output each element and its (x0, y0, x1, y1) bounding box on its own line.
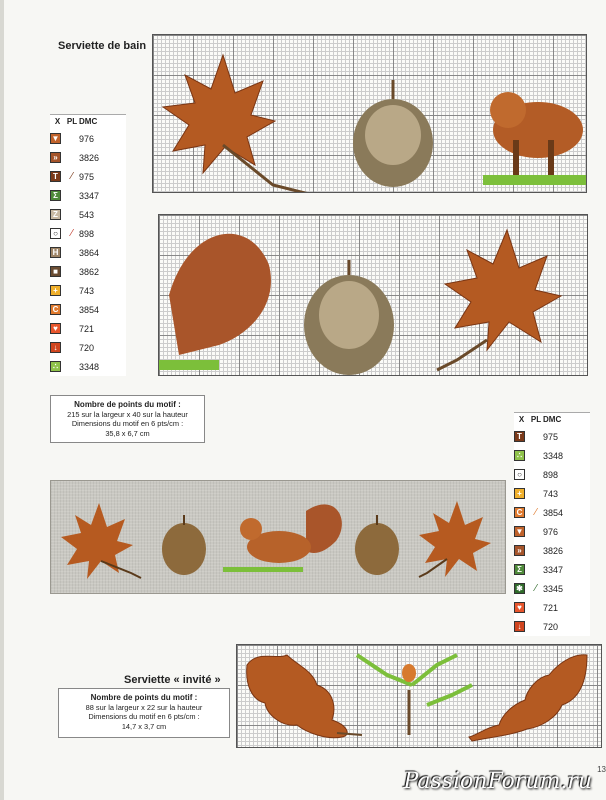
legend-row (50, 262, 126, 281)
page-binding-edge (0, 0, 4, 800)
dmc-code: 3854 (79, 304, 100, 315)
thread-swatch-icon: T (50, 171, 61, 182)
legend-row (514, 465, 590, 484)
thread-swatch-icon: C (514, 507, 525, 518)
legend-row (514, 617, 590, 636)
thread-swatch-icon: Σ (514, 564, 525, 575)
maple-leaf-icon (437, 230, 561, 370)
legend-row (50, 129, 126, 148)
dmc-code: 720 (79, 342, 95, 353)
thread-swatch-icon: C (50, 304, 61, 315)
stitch-count-info-1: Nombre de points du motif : 215 sur la largeur x 40 sur la hauteur Dimensions du motif en 6 pts/cm : 35,8 x 6,7 cm (50, 395, 205, 443)
dmc-code: 898 (79, 228, 95, 239)
thread-swatch-icon: T (514, 431, 525, 442)
maple-leaf-icon (163, 55, 313, 192)
page-number: 13 (597, 765, 606, 774)
thread-swatch-icon: ∴ (514, 450, 525, 461)
chart-motifs-2 (159, 215, 587, 375)
legend-row (514, 579, 590, 598)
thread-swatch-icon: ▼ (51, 134, 60, 143)
legend-header: X PL DMC (518, 415, 562, 424)
thread-swatch-icon: ♥ (514, 602, 525, 613)
legend-row (50, 167, 126, 186)
dmc-code: 3826 (79, 152, 100, 163)
squirrel-icon (483, 92, 586, 185)
backstitch-mark: ⁄ (535, 507, 537, 518)
thread-swatch-icon: Σ (50, 190, 61, 201)
color-legend-2 (514, 412, 590, 636)
legend-header: X PL DMC (54, 117, 98, 126)
legend-row (514, 446, 590, 465)
legend-row (514, 484, 590, 503)
chart-grid-3 (236, 644, 602, 748)
photo-motifs (51, 481, 505, 593)
chart-grid-1 (152, 34, 587, 193)
backstitch-mark: ⁄ (71, 171, 73, 182)
thread-swatch-icon: ○ (514, 469, 525, 480)
thread-swatch-icon: ♥ (50, 323, 61, 334)
legend-row (50, 281, 126, 300)
section-title-bath: Serviette de bain (58, 40, 147, 52)
oak-leaf-icon (469, 655, 587, 741)
dmc-code: 3347 (79, 190, 100, 201)
legend-row (50, 319, 126, 338)
legend-row (514, 541, 590, 560)
oak-leaf-icon (247, 655, 362, 738)
stitched-sample-photo (50, 480, 506, 594)
legend-row (50, 357, 126, 376)
dmc-code: 543 (79, 209, 95, 220)
thread-swatch-icon: ■ (50, 266, 61, 277)
thread-swatch-icon: ▼ (515, 527, 524, 536)
dmc-code: 3854 (543, 507, 564, 518)
thread-swatch-icon: + (50, 285, 61, 296)
legend-row (50, 205, 126, 224)
dmc-code: 721 (543, 602, 559, 613)
legend-row (50, 186, 126, 205)
legend-row (50, 243, 126, 262)
dmc-code: 976 (543, 526, 559, 537)
backstitch-mark: ⁄ (535, 583, 537, 594)
pine-cone-icon (162, 515, 206, 575)
maple-leaf-icon (61, 503, 141, 579)
legend-row (50, 300, 126, 319)
thread-swatch-icon: + (514, 488, 525, 499)
dmc-code: 975 (79, 171, 95, 182)
dmc-code: 3347 (543, 564, 564, 575)
thread-swatch-icon: ↓ (50, 342, 61, 353)
backstitch-mark: ⁄ (71, 228, 73, 239)
dmc-code: 898 (543, 469, 559, 480)
section-title-guest: Serviette « invité » (124, 674, 221, 686)
stitch-count-info-2: Nombre de points du motif : 88 sur la largeur x 22 sur la hauteur Dimensions du motif en 6 pts/cm : 14,7 x 3,7 cm (58, 688, 230, 738)
dmc-code: 743 (543, 488, 559, 499)
watermark-logo: PassionForum.ru (403, 769, 592, 794)
legend-row (514, 503, 590, 522)
dmc-code: 976 (79, 133, 95, 144)
pine-cone-icon (304, 260, 394, 375)
dmc-code: 721 (79, 323, 95, 334)
dmc-code: 3345 (543, 583, 564, 594)
thread-swatch-icon: » (514, 545, 525, 556)
maple-leaf-icon (419, 501, 491, 577)
legend-row (514, 598, 590, 617)
legend-row (514, 522, 590, 541)
dmc-code: 3826 (543, 545, 564, 556)
acorn-branch-icon (357, 655, 472, 735)
color-legend-1 (50, 114, 126, 376)
legend-row (50, 224, 126, 243)
squirrel-tail-icon (159, 234, 271, 370)
legend-row (50, 148, 126, 167)
thread-swatch-icon: ∴ (50, 361, 61, 372)
pine-cone-icon (353, 80, 433, 187)
dmc-code: 3348 (543, 450, 564, 461)
chart-motifs-3 (237, 645, 601, 747)
legend-row (514, 427, 590, 446)
thread-swatch-icon: H (50, 247, 61, 258)
thread-swatch-icon: » (50, 152, 61, 163)
thread-swatch-icon: Z (50, 209, 61, 220)
dmc-code: 975 (543, 431, 559, 442)
chart-grid-2 (158, 214, 588, 376)
squirrel-icon (223, 504, 342, 572)
thread-swatch-icon: ○ (50, 228, 61, 239)
pine-cone-icon (355, 515, 399, 575)
legend-row (514, 560, 590, 579)
legend-row (50, 338, 126, 357)
dmc-code: 743 (79, 285, 95, 296)
chart-motifs-1 (153, 35, 586, 192)
dmc-code: 720 (543, 621, 559, 632)
dmc-code: 3348 (79, 361, 100, 372)
dmc-code: 3864 (79, 247, 100, 258)
thread-swatch-icon: ✱ (514, 583, 525, 594)
thread-swatch-icon: ↓ (514, 621, 525, 632)
dmc-code: 3862 (79, 266, 100, 277)
